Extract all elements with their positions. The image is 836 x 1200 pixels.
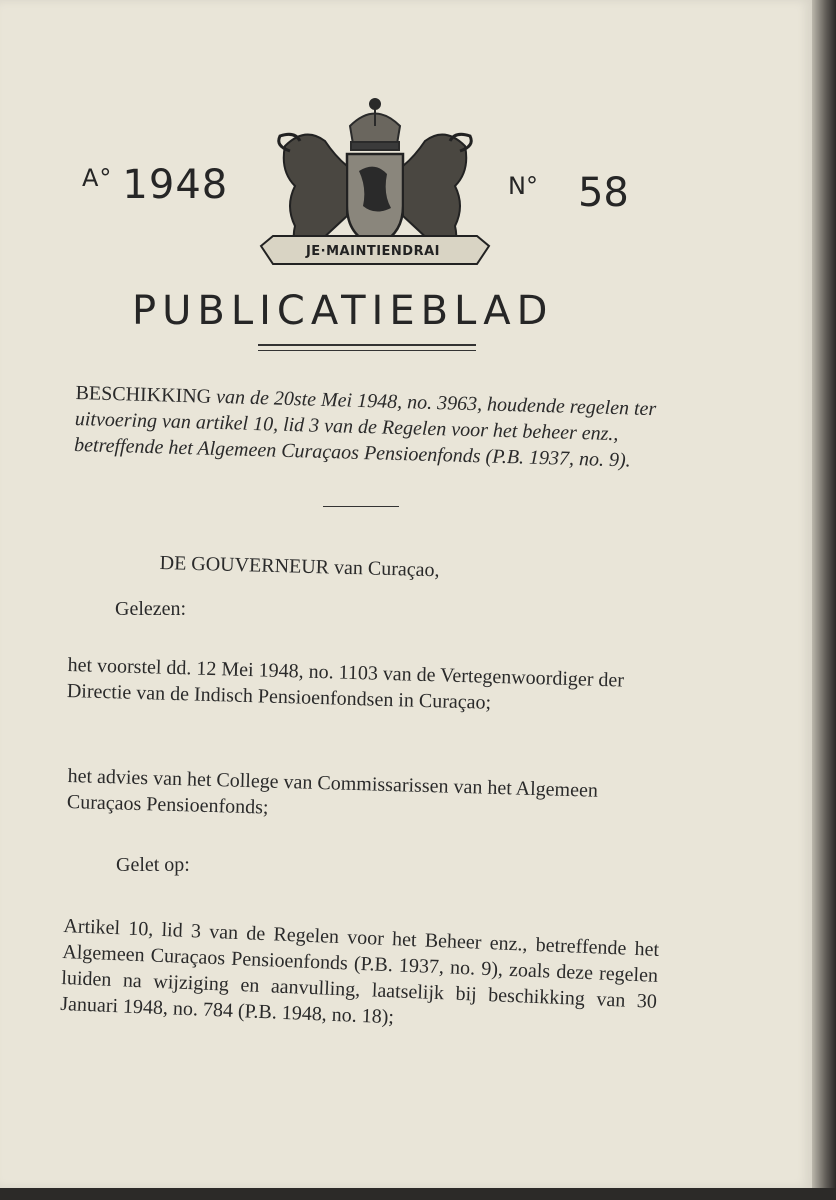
- decree-description: van de 20ste Mei 1948, no. 3963, houdende regelen ter uitvoering van artikel 10, lid 3 van de Regelen voor het beheer enz., betreffende het Algemeen Curaçaos Pensioenfonds (P.B. 1937, no. 9).: [73, 385, 657, 472]
- gelet-heading: Gelet op:: [116, 854, 190, 876]
- paragraph-article: Artikel 10, lid 3 van de Regelen voor het Beheer enz., betreffende het Algemeen Curaçaos Pensioenfonds (P.B. 1937, no. 9), zoals deze regelen luiden na wijziging en aanvulling, laatselijk bij beschikking van 30 Januari 1948, no. 784 (P.B. 1948, no. 18);: [59, 914, 660, 1029]
- section-divider: [323, 506, 399, 507]
- governor-line: DE GOUVERNEUR van Curaçao,: [159, 551, 440, 582]
- page-title: PUBLICATIEBLAD: [132, 288, 554, 334]
- gelezen-heading: Gelezen:: [115, 598, 187, 620]
- decree-intro: [74, 380, 676, 475]
- number-heading: [508, 170, 668, 216]
- number-value: 58: [577, 170, 629, 216]
- bottom-edge: [0, 1188, 836, 1200]
- year-value: 1948: [122, 162, 229, 208]
- paragraph-proposal: het voorstel dd. 12 Mei 1948, no. 1103 van de Vertegenwoordiger der Directie van de Indisch Pensioenfondsen in Curaçao;: [66, 653, 625, 714]
- page-edge: [812, 0, 836, 1200]
- paragraph-advice: het advies van het College van Commissarissen van het Algemeen Curaçaos Pensioenfonds;: [66, 764, 599, 819]
- number-prefix: N°: [508, 172, 538, 200]
- year-heading: [82, 162, 228, 208]
- motto-text: JE·MAINTIENDRAI: [305, 244, 441, 259]
- year-prefix: A°: [82, 164, 113, 192]
- title-divider: [258, 344, 476, 351]
- decree-lead: BESCHIKKING: [75, 381, 212, 408]
